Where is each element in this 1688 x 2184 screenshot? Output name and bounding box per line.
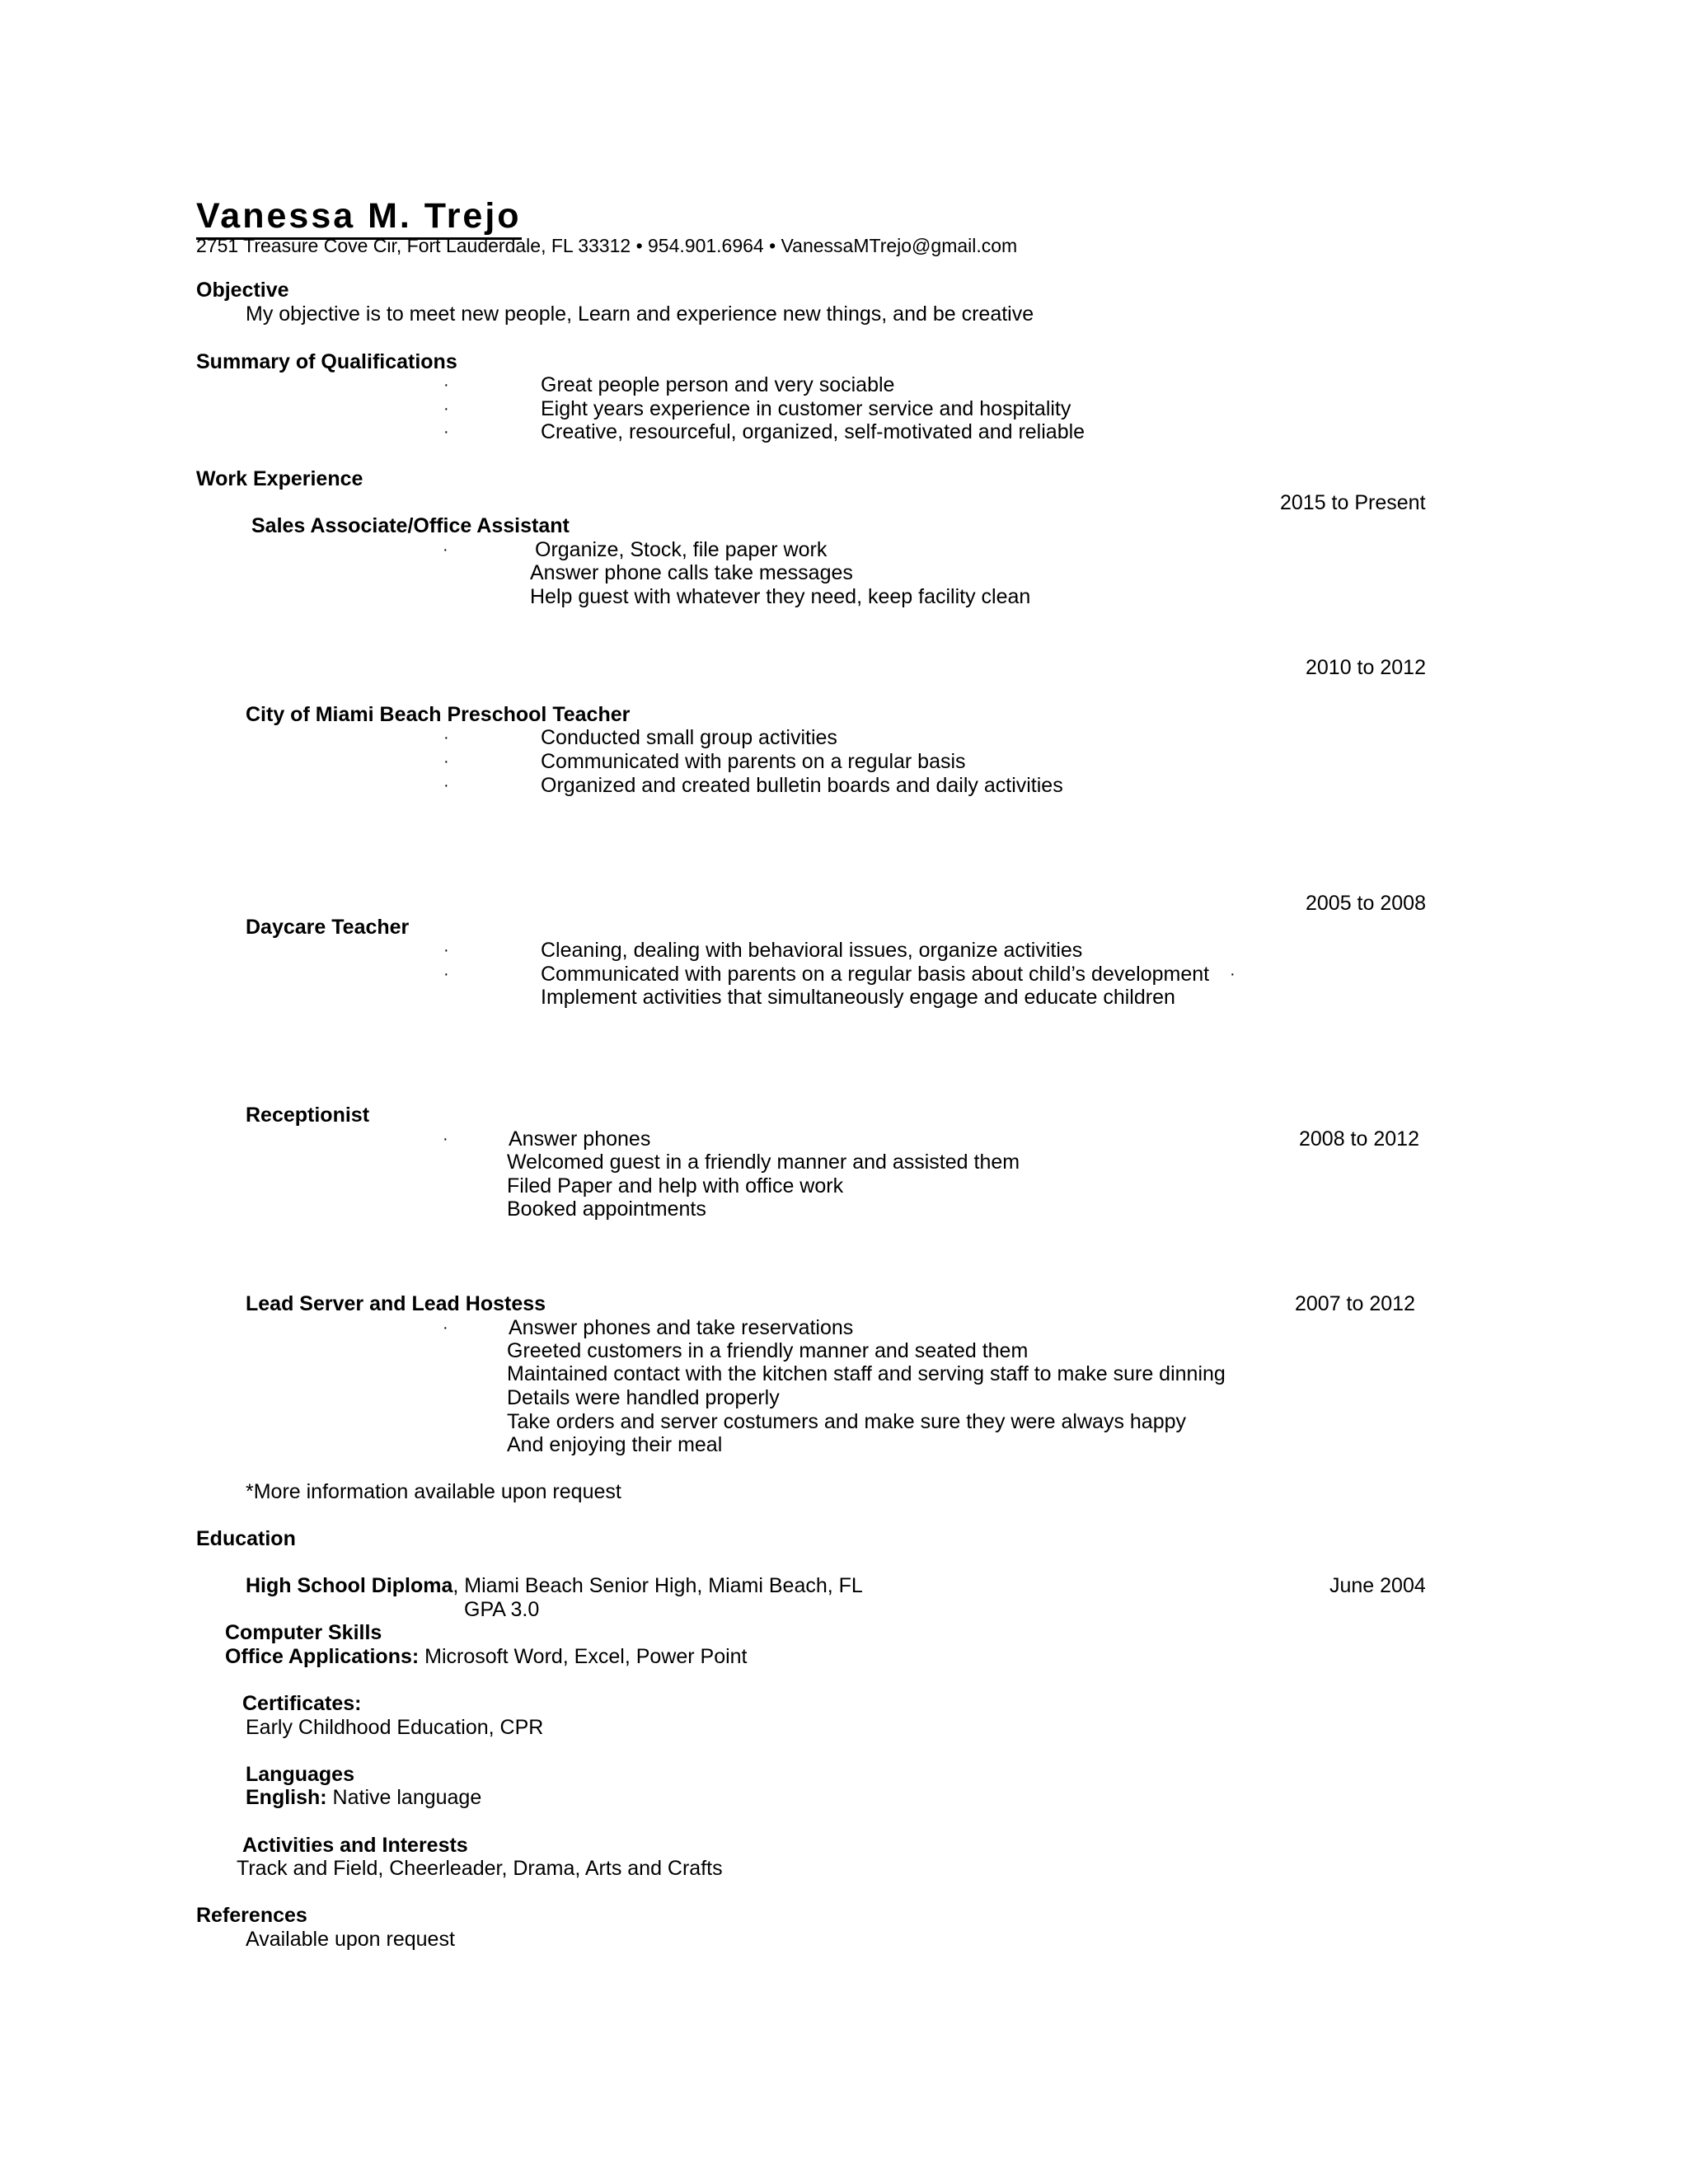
references-value: Available upon request <box>246 1928 455 1951</box>
bullet-icon: · <box>443 376 449 394</box>
bullet-icon: · <box>443 400 449 418</box>
objective-heading: Objective <box>196 279 289 302</box>
bullet-icon: · <box>443 1319 448 1337</box>
job-duty: Cleaning, dealing with behavioral issues, organize activities <box>541 939 1083 962</box>
job-duty: Communicated with parents on a regular basis about child’s development <box>541 963 1210 986</box>
job-duty: Filed Paper and help with office work <box>507 1174 844 1197</box>
certificates-value: Early Childhood Education, CPR <box>246 1716 544 1739</box>
objective-text: My objective is to meet new people, Learn and experience new things, and be creative <box>246 302 1034 326</box>
certificates-heading: Certificates: <box>242 1692 362 1715</box>
job-title: Receptionist <box>246 1104 370 1127</box>
job-duty: Conducted small group activities <box>541 726 837 749</box>
qualification-item: Creative, resourceful, organized, self-motivated and reliable <box>541 420 1085 443</box>
qualifications-heading: Summary of Qualifications <box>196 350 457 373</box>
language-label: English: <box>246 1786 327 1809</box>
bullet-icon: · <box>443 965 449 983</box>
education-entry <box>246 1573 863 1598</box>
bullet-icon: · <box>1230 965 1236 983</box>
computer-skills-heading: Computer Skills <box>225 1621 382 1644</box>
bullet-icon: · <box>443 541 448 559</box>
job-duty: Maintained contact with the kitchen staff and serving staff to make sure dinning <box>507 1362 1226 1385</box>
job-duty: And enjoying their meal <box>507 1433 723 1456</box>
skills-value: Microsoft Word, Excel, Power Point <box>419 1645 748 1668</box>
candidate-name: Vanessa M. Trejo <box>196 194 522 240</box>
job-title: Sales Associate/Office Assistant <box>251 514 570 537</box>
languages-heading: Languages <box>246 1763 354 1786</box>
language-value: Native language <box>326 1786 482 1809</box>
bullet-icon: · <box>443 423 449 441</box>
job-duty: Organized and created bulletin boards and daily activities <box>541 774 1063 797</box>
job-duty: Greeted customers in a friendly manner and seated them <box>507 1339 1029 1362</box>
activities-value: Track and Field, Cheerleader, Drama, Arts and Crafts <box>237 1857 723 1880</box>
qualification-item: Eight years experience in customer service and hospitality <box>541 397 1071 420</box>
qualification-item: Great people person and very sociable <box>541 373 895 396</box>
education-heading: Education <box>196 1527 296 1550</box>
job-dates: 2005 to 2008 <box>1306 892 1426 915</box>
bullet-icon: · <box>443 941 449 959</box>
job-duty: Details were handled properly <box>507 1386 780 1409</box>
job-title: Daycare Teacher <box>246 916 410 939</box>
languages-entry <box>246 1785 481 1810</box>
job-duty: Take orders and server costumers and make sure they were always happy <box>507 1410 1186 1433</box>
bullet-icon: · <box>443 752 449 771</box>
computer-skills-entry <box>225 1644 748 1669</box>
contact-line: 2751 Treasure Cove Cir, Fort Lauderdale, FL 33312 • 954.901.6964 • VanessaMTrejo@gmail.com <box>196 235 1018 256</box>
job-dates: 2008 to 2012 <box>1299 1127 1419 1151</box>
degree: High School Diploma <box>246 1574 453 1597</box>
job-duty: Answer phone calls take messages <box>530 561 853 584</box>
references-heading: References <box>196 1904 307 1927</box>
bullet-icon: · <box>443 776 449 794</box>
job-dates: 2007 to 2012 <box>1295 1292 1415 1315</box>
job-dates: 2010 to 2012 <box>1306 656 1426 679</box>
gpa: GPA 3.0 <box>464 1598 540 1621</box>
work-heading: Work Experience <box>196 467 363 490</box>
bullet-icon: · <box>443 729 449 747</box>
job-duty: Welcomed guest in a friendly manner and assisted them <box>507 1151 1020 1174</box>
job-duty: Answer phones <box>509 1127 651 1151</box>
job-duty: Help guest with whatever they need, keep facility clean <box>530 585 1031 608</box>
job-title: City of Miami Beach Preschool Teacher <box>246 703 631 726</box>
job-duty: Organize, Stock, file paper work <box>535 538 828 561</box>
job-duty: Implement activities that simultaneously engage and educate children <box>541 986 1175 1009</box>
education-date: June 2004 <box>1329 1574 1426 1597</box>
job-duty: Communicated with parents on a regular basis <box>541 750 966 773</box>
skills-label: Office Applications: <box>225 1645 420 1668</box>
job-title: Lead Server and Lead Hostess <box>246 1292 546 1315</box>
job-dates: 2015 to Present <box>1280 491 1426 514</box>
activities-heading: Activities and Interests <box>242 1834 468 1857</box>
school: , Miami Beach Senior High, Miami Beach, FL <box>452 1574 863 1597</box>
bullet-icon: · <box>443 1130 448 1148</box>
more-info-note: *More information available upon request <box>246 1480 621 1503</box>
job-duty: Answer phones and take reservations <box>509 1316 854 1339</box>
job-duty: Booked appointments <box>507 1197 706 1221</box>
